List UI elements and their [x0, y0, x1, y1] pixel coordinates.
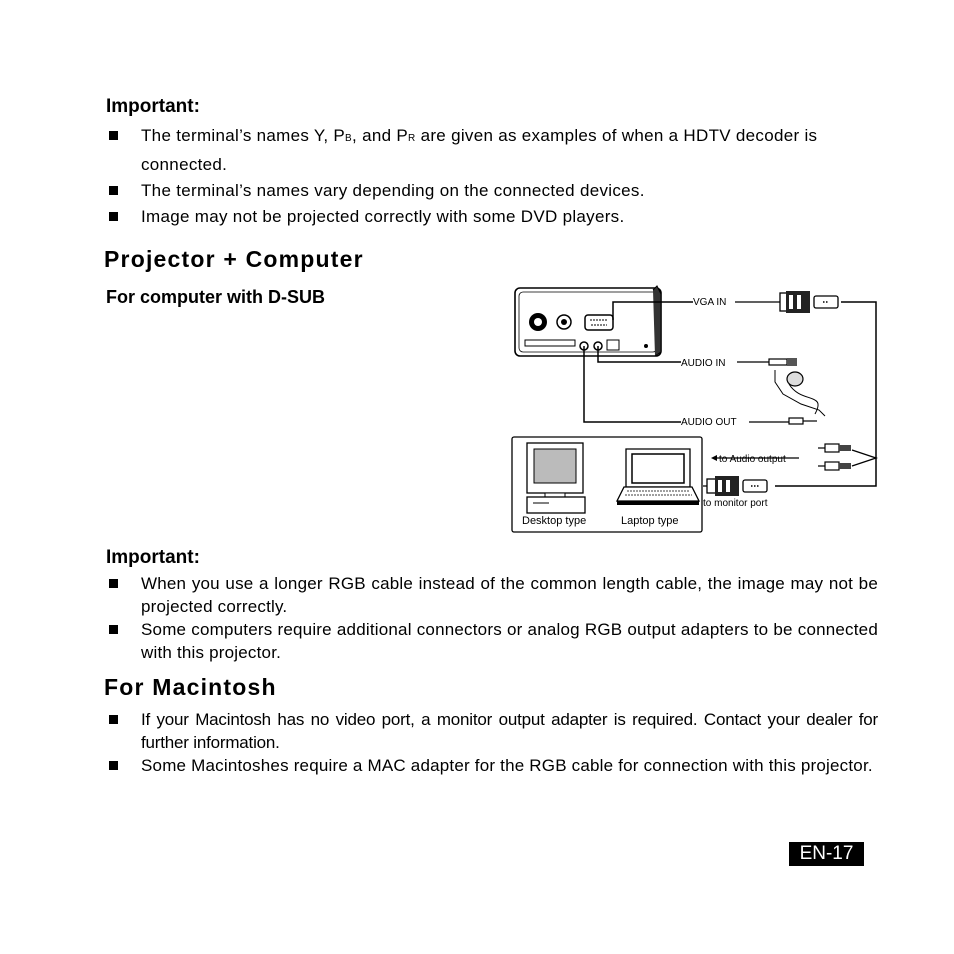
vga-cable-connector [780, 291, 838, 313]
list-item: The terminal’s names Y, PB, and PR are given as examples of when a HDTV decoder is connected. [106, 123, 878, 178]
list-item: When you use a longer RGB cable instead of the common length cable, the image may not be projected correctly. [106, 572, 878, 618]
section-subtitle-dsub: For computer with D-SUB [106, 287, 325, 307]
label-vga-in: VGA IN [693, 297, 727, 308]
laptop-computer-icon [617, 449, 699, 505]
projector-illustration [515, 286, 661, 356]
section-title-macintosh: For Macintosh [104, 674, 277, 700]
label-desktop-type: Desktop type [522, 515, 587, 527]
label-to-monitor-port: to monitor port [703, 498, 768, 509]
monitor-port-connector [707, 476, 767, 496]
important-heading: Important: [106, 96, 200, 117]
label-laptop-type: Laptop type [621, 515, 679, 527]
section-title-computer: Projector + Computer [104, 246, 364, 272]
list-item: Image may not be projected correctly with some DVD players. [106, 204, 878, 230]
label-audio-out: AUDIO OUT [681, 417, 737, 428]
label-to-audio-output: to Audio output [719, 454, 786, 465]
rca-audio-plugs [818, 444, 851, 470]
list-item: Some Macintoshes require a MAC adapter for the RGB cable for connection with this projector. [106, 754, 878, 777]
list-item: Some computers require additional connectors or analog RGB output adapters to be connected with this projector. [106, 618, 878, 664]
important-list [106, 572, 878, 664]
macintosh-list [106, 708, 878, 777]
list-item: If your Macintosh has no video port, a monitor output adapter is required. Contact your dealer for further information. [106, 708, 878, 754]
connection-diagram [505, 282, 885, 534]
label-audio-in: AUDIO IN [681, 358, 726, 369]
page-number: EN-17 [789, 842, 864, 866]
important-heading: Important: [106, 547, 200, 568]
important-list [106, 123, 878, 230]
headphone-icon [769, 358, 825, 424]
desktop-computer-icon [527, 443, 585, 513]
list-item: The terminal’s names vary depending on the connected devices. [106, 178, 878, 204]
